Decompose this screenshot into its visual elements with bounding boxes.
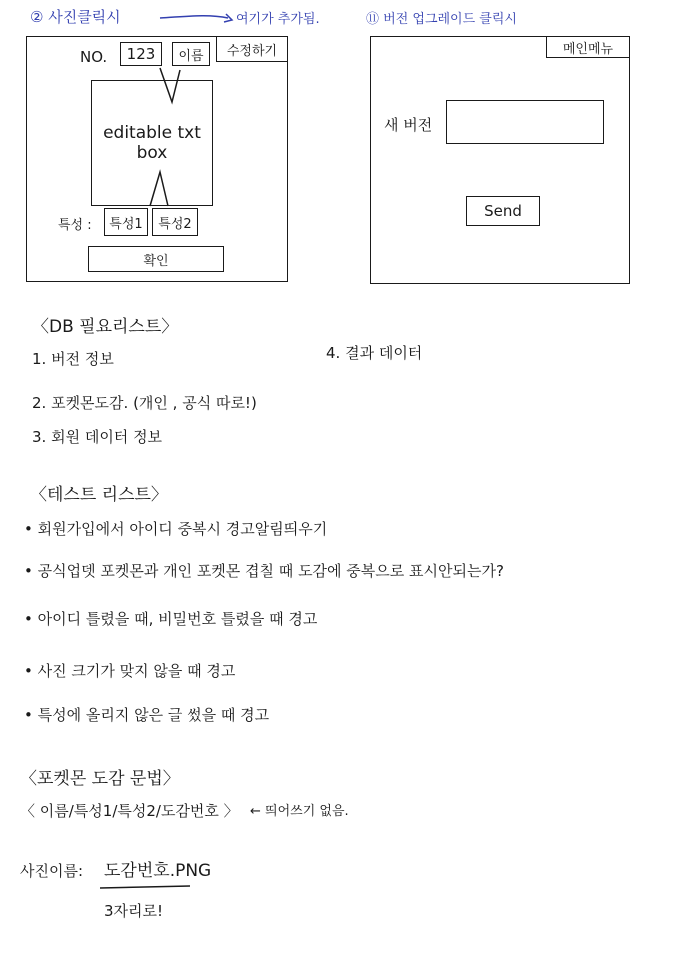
db-list-item-4: 4. 결과 데이터 xyxy=(326,344,423,362)
confirm-button[interactable]: 확인 xyxy=(88,246,224,272)
sketch1-heading: ② 사진클릭시 xyxy=(30,8,121,26)
trait1-field[interactable]: 특성1 xyxy=(104,208,148,236)
test-list-item: • 회원가입에서 아이디 중복시 경고알림띄우기 xyxy=(24,520,328,538)
main-menu-button[interactable]: 메인메뉴 xyxy=(546,36,630,58)
no-value: 123 xyxy=(120,42,162,66)
edit-button[interactable]: 수정하기 xyxy=(216,36,288,62)
photo-name-note: 3자리로! xyxy=(104,902,164,920)
trait2-field[interactable]: 특성2 xyxy=(152,208,198,236)
no-label: NO. xyxy=(80,48,108,66)
note-arrow-line xyxy=(160,16,228,18)
photo-name-label: 사진이름: xyxy=(20,862,84,880)
db-list-item: 3. 회원 데이터 정보 xyxy=(32,428,163,446)
version-upgrade-frame xyxy=(370,36,630,284)
photo-name-underline xyxy=(100,886,190,888)
photo-name-format: 도감번호.PNG xyxy=(104,861,212,881)
send-button[interactable]: Send xyxy=(466,196,540,226)
new-version-label: 새 버전 xyxy=(384,116,433,134)
pokedex-rule-note: ← 띄어쓰기 없음. xyxy=(250,804,349,819)
test-list-item: • 공식업뎃 포켓몬과 개인 포켓몬 겹칠 때 도감에 중복으로 표시안되는가? xyxy=(24,562,504,580)
sketch2-heading: ⑪ 버전 업그레이드 클릭시 xyxy=(366,12,517,27)
editable-text-box[interactable]: editable txt box xyxy=(91,80,213,206)
sketch1-note: 여기가 추가됨. xyxy=(236,12,320,27)
db-list-item: 1. 버전 정보 xyxy=(32,350,114,368)
test-list-item: • 사진 크기가 맞지 않을 때 경고 xyxy=(24,662,236,680)
db-list-item: 2. 포켓몬도감. (개인 , 공식 따로!) xyxy=(32,394,257,412)
test-list-heading: 〈테스트 리스트〉 xyxy=(30,485,168,505)
test-list-item: • 특성에 올리지 않은 글 썼을 때 경고 xyxy=(24,706,270,724)
traits-label: 특성 : xyxy=(58,218,92,233)
pokedex-rule-heading: 〈포켓몬 도감 문법〉 xyxy=(20,769,180,789)
db-list-heading: 〈DB 필요리스트〉 xyxy=(32,317,179,337)
test-list-item: • 아이디 틀렸을 때, 비밀번호 틀렸을 때 경고 xyxy=(24,610,318,628)
new-version-input[interactable] xyxy=(446,100,604,144)
name-field[interactable]: 이름 xyxy=(172,42,210,66)
pokedex-rule-format: 〈 이름/특성1/특성2/도감번호 〉 xyxy=(20,802,239,820)
